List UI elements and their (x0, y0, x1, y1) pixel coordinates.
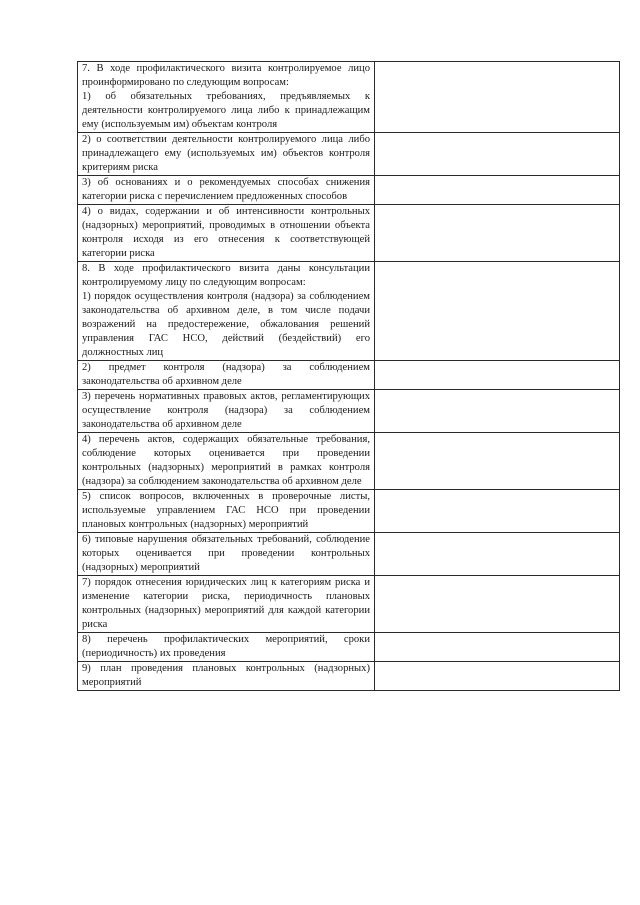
answer-cell[interactable] (375, 662, 620, 691)
question-text: 3) перечень нормативных правовых актов, регламентирующих осуществление контроля (надзора) за соблюдением законодательства об архивном деле (82, 391, 370, 430)
question-text: 8) перечень профилактических мероприятий, сроки (периодичность) их проведения (82, 634, 370, 659)
table-row (78, 262, 620, 361)
answer-cell[interactable] (375, 205, 620, 262)
questionnaire-table (77, 61, 620, 691)
answer-cell[interactable] (375, 262, 620, 361)
answer-cell[interactable] (375, 490, 620, 533)
question-text: 7) порядок отнесения юридических лиц к категориям риска и изменение категории риска, периодичность плановых контрольных (надзорных) мероприятий для каждой категории риска (82, 577, 370, 630)
table-row (78, 361, 620, 390)
table-body (78, 62, 620, 691)
table-row (78, 490, 620, 533)
question-text: 4) о видах, содержании и об интенсивности контрольных (надзорных) мероприятий, проводимых в отношении объекта контроля исходя из его отнесения к соответствующей категории риска (82, 206, 370, 259)
answer-cell[interactable] (375, 390, 620, 433)
answer-cell[interactable] (375, 633, 620, 662)
question-cell (78, 361, 375, 390)
question-cell (78, 62, 375, 133)
table-row (78, 576, 620, 633)
question-cell (78, 176, 375, 205)
question-text: 4) перечень актов, содержащих обязательные требования, соблюдение которых оценивается при проведении контрольных (надзорных) мероприятий в рамках контроля (надзора) за соблюдением законодательства об архивном деле (82, 434, 370, 487)
section-heading: 7. В ходе профилактического визита контролируемое лицо проинформировано по следующим вопросам: (82, 63, 370, 88)
question-text: 6) типовые нарушения обязательных требований, соблюдение которых оценивается при проведении контрольных (надзорных) мероприятий (82, 534, 370, 573)
question-cell (78, 205, 375, 262)
question-cell (78, 533, 375, 576)
answer-cell[interactable] (375, 533, 620, 576)
answer-cell[interactable] (375, 433, 620, 490)
table-row (78, 176, 620, 205)
question-text: 1) порядок осуществления контроля (надзора) за соблюдением законодательства об архивном деле, в том числе подачи возражений на предостережение, обжалования решений управления ГАС НСО, действий (бездействий) его должностных лиц (82, 291, 370, 358)
question-text: 2) о соответствии деятельности контролируемого лица либо принадлежащего ему (используемых им) объектов контроля критериям риска (82, 134, 370, 173)
question-cell (78, 433, 375, 490)
question-text: 3) об основаниях и о рекомендуемых способах снижения категории риска с перечислением предложенных способов (82, 177, 370, 202)
question-text: 5) список вопросов, включенных в проверочные листы, используемые управлением ГАС НСО при проведении плановых контрольных (надзорных) мероприятий (82, 491, 370, 530)
question-cell (78, 662, 375, 691)
question-cell (78, 262, 375, 361)
table-row (78, 633, 620, 662)
table-row (78, 533, 620, 576)
question-text: 1) об обязательных требованиях, предъявляемых к деятельности контролируемого лица либо к принадлежащим ему (используемым им) объектам контроля (82, 91, 370, 130)
answer-cell[interactable] (375, 62, 620, 133)
section-heading: 8. В ходе профилактического визита даны консультации контролируемому лицу по следующим вопросам: (82, 263, 370, 288)
table-row (78, 133, 620, 176)
table-row (78, 390, 620, 433)
question-cell (78, 490, 375, 533)
table-row (78, 662, 620, 691)
question-text: 9) план проведения плановых контрольных (надзорных) мероприятий (82, 663, 370, 688)
question-text: 2) предмет контроля (надзора) за соблюдением законодательства об архивном деле (82, 362, 370, 387)
question-cell (78, 633, 375, 662)
answer-cell[interactable] (375, 576, 620, 633)
table-row (78, 62, 620, 133)
answer-cell[interactable] (375, 176, 620, 205)
table-row (78, 433, 620, 490)
question-cell (78, 576, 375, 633)
question-cell (78, 133, 375, 176)
question-cell (78, 390, 375, 433)
answer-cell[interactable] (375, 361, 620, 390)
answer-cell[interactable] (375, 133, 620, 176)
table-row (78, 205, 620, 262)
